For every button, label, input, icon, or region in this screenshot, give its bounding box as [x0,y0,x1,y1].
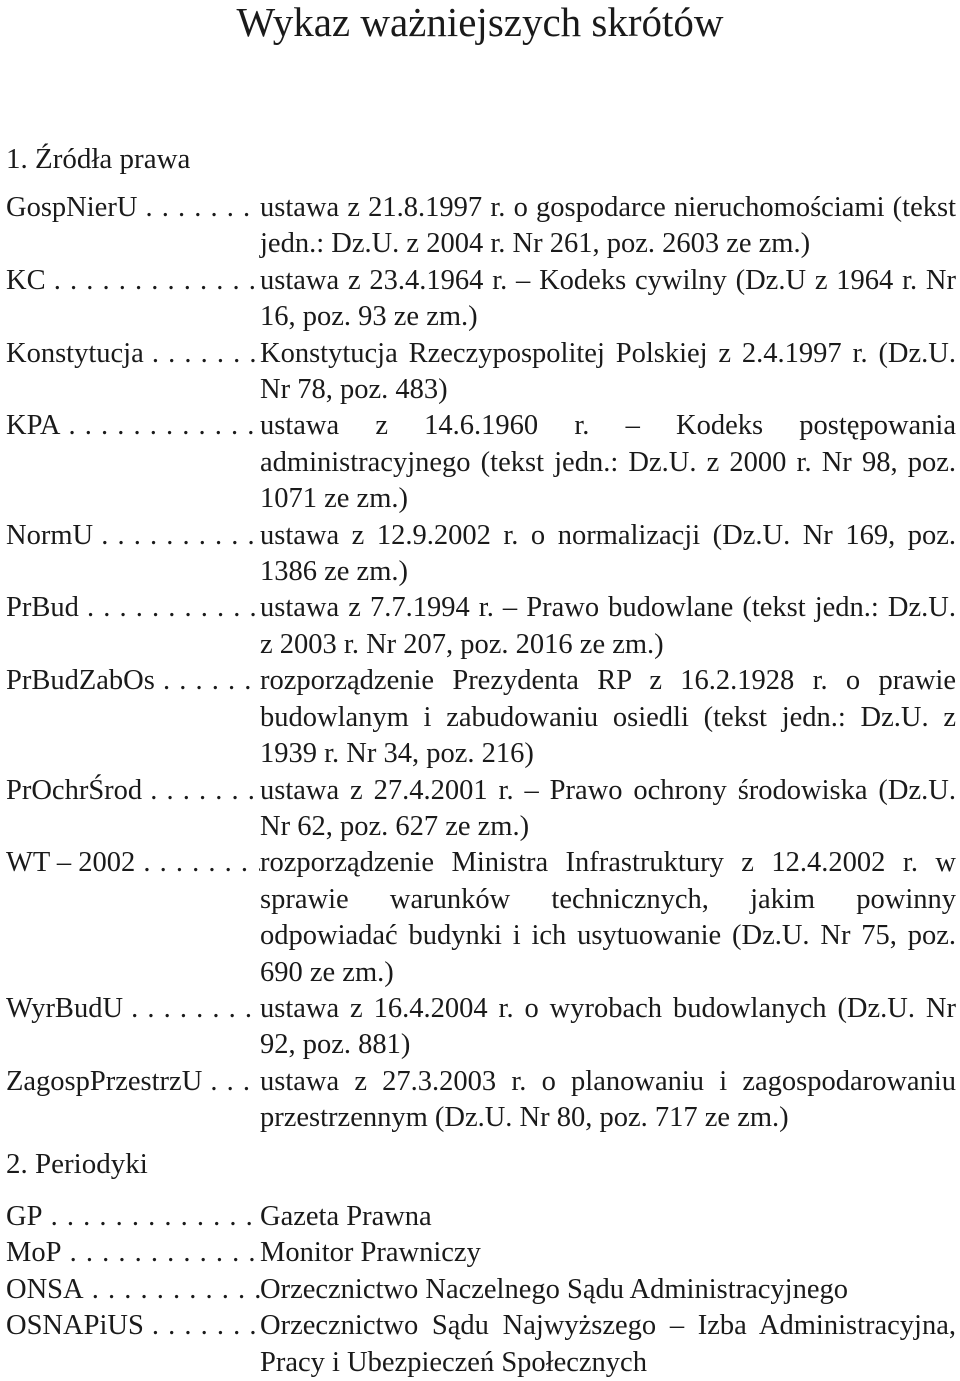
page-title: Wykaz ważniejszych skrótów [236,0,724,45]
abbreviation-definition: Orzecznictwo Naczelnego Sądu Administracyjnego [260,1273,848,1305]
abbreviation-definition: Orzecznictwo Sądu Najwyższego – Izba Administracyjna, Pracy i Ubezpieczeń Społecznych [260,1310,956,1378]
abbreviation-term: Konstytucja . . . [6,336,260,409]
abbreviation-definition: Konstytucja Rzeczypospolitej Polskiej z 2.4.1997 r. (Dz.U. Nr 78, poz. 483) [260,337,956,406]
list-item [6,518,956,591]
abbreviation-term: WT – 2002 . . . [6,845,260,991]
abbreviation-definition: ustawa z 21.8.1997 r. o gospodarce nieruchomościami (tekst jedn.: Dz.U. z 2004 r. Nr 261, poz. 2603 ze zm.) [260,192,956,260]
abbreviation-list-periodicals [6,1199,956,1381]
abbreviation-term: PrBudZabOs . . . [6,663,260,772]
abbreviation-term: KPA . . . [6,408,260,517]
abbreviation-definition: ustawa z 23.4.1964 r. – Kodeks cywilny (Dz.U z 1964 r. Nr 16, poz. 93 ze zm.) [260,264,956,333]
abbreviation-term: ONSA . . . [6,1272,260,1308]
abbreviation-term: KC . . . [6,263,260,336]
list-item [6,1064,956,1137]
list-item [6,1272,956,1308]
abbreviation-definition: Monitor Prawniczy [260,1237,481,1269]
abbreviation-term: MoP . . . [6,1235,260,1271]
abbreviation-list-sources [6,190,956,1137]
list-item [6,845,956,991]
abbreviation-definition: ustawa z 7.7.1994 r. – Prawo budowlane (tekst jedn.: Dz.U. z 2003 r. Nr 207, poz. 2016 ze zm.) [260,592,956,660]
list-item [6,190,956,263]
list-item [6,408,956,517]
list-item [6,991,956,1064]
abbreviation-term: ZagospPrzestrzU . . . [6,1064,260,1137]
abbreviation-definition: rozporządzenie Prezydenta RP z 16.2.1928 r. o prawie budowlanym i zabudowaniu osiedli (tekst jedn.: Dz.U. z 1939 r. Nr 34, poz. 216) [260,665,956,770]
abbreviation-definition: ustawa z 27.4.2001 r. – Prawo ochrony środowiska (Dz.U. Nr 62, poz. 627 ze zm.) [260,774,956,842]
list-item [6,1308,956,1381]
abbreviation-definition: ustawa z 27.3.2003 r. o planowaniu i zagospodarowaniu przestrzennym (Dz.U. Nr 80, poz. 717 ze zm.) [260,1065,956,1134]
list-item [6,663,956,772]
abbreviation-definition: rozporządzenie Ministra Infrastruktury z 12.4.2002 r. w sprawie warunków technicznych, jakim powinny odpowiadać budynki i ich usytuowanie (Dz.U. Nr 75, poz. 690 ze zm.) [260,847,956,988]
abbreviation-definition: ustawa z 12.9.2002 r. o normalizacji (Dz.U. Nr 169, poz. 1386 ze zm.) [260,519,956,588]
abbreviation-definition: ustawa z 16.4.2004 r. o wyrobach budowlanych (Dz.U. Nr 92, poz. 881) [260,992,956,1061]
list-item [6,1199,956,1235]
abbreviation-term: OSNAPiUS . . . [6,1308,260,1381]
abbreviation-definition: Gazeta Prawna [260,1201,432,1232]
section-heading-sources: 1. Źródła prawa [6,143,191,175]
abbreviation-term: NormU . . . [6,518,260,591]
abbreviation-term: PrOchrŚrod . . . [6,773,260,846]
abbreviation-term: GP . . . [6,1199,260,1235]
list-item [6,773,956,846]
abbreviation-term: PrBud . . . [6,590,260,663]
abbreviation-term: GospNierU . . . [6,190,260,263]
list-item [6,336,956,409]
section-heading-periodicals: 2. Periodyki [6,1148,148,1180]
list-item [6,1235,956,1271]
list-item [6,263,956,336]
abbreviation-term: WyrBudU . . . [6,991,260,1064]
abbreviation-definition: ustawa z 14.6.1960 r. – Kodeks postępowania administracyjnego (tekst jedn.: Dz.U. z 2000 r. Nr 98, poz. 1071 ze zm.) [260,410,956,515]
list-item [6,590,956,663]
